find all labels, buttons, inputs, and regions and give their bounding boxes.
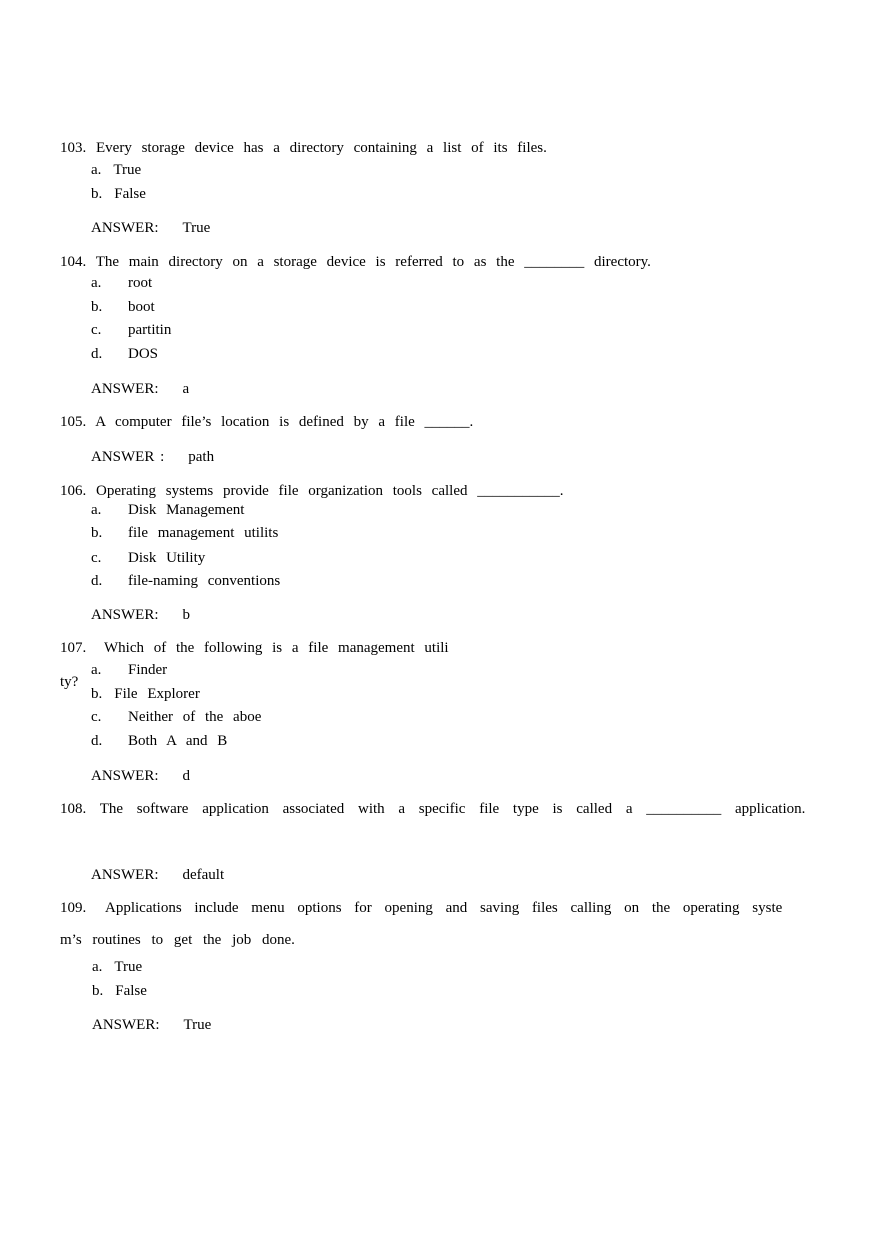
question-106 xyxy=(60,481,563,501)
option-key: b. xyxy=(91,686,103,702)
option-a xyxy=(91,500,244,520)
question-number: 105. xyxy=(60,414,87,430)
question-109-continuation xyxy=(60,930,295,950)
option-b xyxy=(91,297,155,317)
answer-103 xyxy=(91,218,210,238)
question-text: A computer file’s location is defined by a file ______. xyxy=(95,414,474,430)
option-text: boot xyxy=(128,299,155,315)
question-number: 106. xyxy=(60,483,87,499)
option-key: c. xyxy=(91,322,102,338)
option-key: b. xyxy=(91,525,103,541)
question-108 xyxy=(60,799,805,819)
option-b xyxy=(91,523,278,543)
answer-107 xyxy=(91,766,190,786)
option-text: root xyxy=(128,275,153,291)
option-d xyxy=(91,571,280,591)
option-key: b. xyxy=(91,299,103,315)
question-text-line2: ty? xyxy=(60,674,79,690)
option-text: True xyxy=(114,959,143,975)
option-text: file management utilits xyxy=(128,525,279,541)
question-text: Operating systems provide file organization tools called ___________. xyxy=(96,483,564,499)
option-text: Neither of the aboe xyxy=(128,709,262,725)
question-number: 108. xyxy=(60,801,87,817)
question-107-continuation xyxy=(60,672,78,692)
option-text: DOS xyxy=(128,346,159,362)
answer-value: d xyxy=(182,768,190,784)
option-text: Disk Utility xyxy=(128,550,206,566)
option-c xyxy=(91,707,261,727)
option-a xyxy=(91,273,152,293)
question-number: 103. xyxy=(60,140,87,156)
option-key: d. xyxy=(91,733,103,749)
answer-108 xyxy=(91,865,224,885)
option-a xyxy=(91,660,167,680)
answer-value: True xyxy=(182,220,211,236)
option-c xyxy=(91,320,171,340)
option-text: file-naming conventions xyxy=(128,573,281,589)
option-key: d. xyxy=(91,346,103,362)
option-key: a. xyxy=(91,162,102,178)
option-a xyxy=(91,160,141,180)
option-key: c. xyxy=(91,709,102,725)
answer-value: default xyxy=(182,867,225,883)
option-b xyxy=(92,981,147,1001)
answer-105 xyxy=(91,447,214,467)
option-key: d. xyxy=(91,573,103,589)
question-105 xyxy=(60,412,473,432)
question-text-line2: m’s routines to get the job done. xyxy=(60,932,295,948)
answer-value: path xyxy=(188,449,215,465)
question-text: Every storage device has a directory containing a list of its files. xyxy=(96,140,547,156)
answer-106 xyxy=(91,605,190,625)
option-text: False xyxy=(115,983,147,999)
question-text-line1: Which of the following is a file management utili xyxy=(104,640,449,656)
question-number: 104. xyxy=(60,254,87,270)
question-109 xyxy=(60,898,782,918)
question-text: The software application associated with a specific file type is called a __________ application. xyxy=(99,801,806,817)
question-text: The main directory on a storage device is referred to as the ________ directory. xyxy=(95,254,651,270)
option-key: a. xyxy=(91,502,102,518)
answer-label: ANSWER: xyxy=(91,867,159,883)
answer-label: ANSWER: xyxy=(91,607,159,623)
option-text: Disk Management xyxy=(128,502,245,518)
answer-value: b xyxy=(182,607,190,623)
option-text: False xyxy=(114,186,146,202)
option-d xyxy=(91,731,227,751)
option-key: b. xyxy=(92,983,104,999)
option-d xyxy=(91,344,158,364)
answer-label: ANSWER : xyxy=(91,449,165,465)
option-key: a. xyxy=(91,275,102,291)
option-b xyxy=(91,184,146,204)
option-key: a. xyxy=(91,662,102,678)
option-a xyxy=(92,957,142,977)
question-number: 109. xyxy=(60,900,87,916)
option-key: c. xyxy=(91,550,102,566)
question-103 xyxy=(60,138,547,158)
option-text: partitin xyxy=(128,322,172,338)
question-number: 107. xyxy=(60,640,87,656)
option-text: File Explorer xyxy=(114,686,200,702)
option-text: True xyxy=(113,162,142,178)
answer-value: a xyxy=(182,381,190,397)
option-c xyxy=(91,548,205,568)
question-107 xyxy=(60,638,449,658)
answer-value: True xyxy=(183,1017,212,1033)
answer-104 xyxy=(91,379,189,399)
answer-label: ANSWER: xyxy=(92,1017,160,1033)
option-text: Finder xyxy=(128,662,168,678)
answer-label: ANSWER: xyxy=(91,220,159,236)
answer-109 xyxy=(92,1015,211,1035)
answer-label: ANSWER: xyxy=(91,381,159,397)
question-text-line1: Applications include menu options for opening and saving files calling on the operating syste xyxy=(105,900,783,916)
answer-label: ANSWER: xyxy=(91,768,159,784)
question-104 xyxy=(60,252,651,272)
option-key: a. xyxy=(92,959,103,975)
option-b xyxy=(91,684,200,704)
option-text: Both A and B xyxy=(128,733,228,749)
option-key: b. xyxy=(91,186,103,202)
